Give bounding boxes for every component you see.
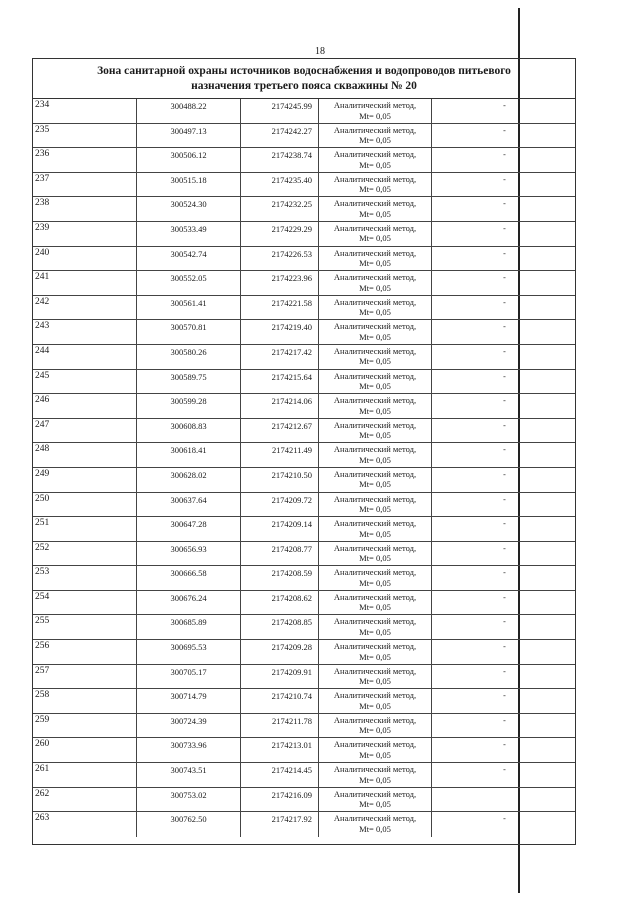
method-cell: [319, 419, 432, 443]
coordinate-x: 300656.93: [137, 542, 241, 566]
accuracy-text: Mt= 0,05: [359, 405, 391, 416]
coordinate-y: 2174229.29: [241, 222, 319, 246]
method-cell: [319, 247, 432, 271]
method-text: Аналитический метод,: [333, 518, 417, 529]
coordinate-x: 300666.58: [137, 566, 241, 590]
point-number: 243: [33, 320, 137, 344]
table-row: [33, 566, 575, 591]
note-cell: -: [503, 396, 506, 406]
coordinate-x: 300685.89: [137, 615, 241, 639]
table-row: [33, 320, 575, 345]
coordinate-x: 300524.30: [137, 197, 241, 221]
coordinate-y: 2174209.91: [241, 665, 319, 689]
table-row: [33, 296, 575, 321]
coordinate-y: 2174210.50: [241, 468, 319, 492]
coordinate-y: 2174217.92: [241, 812, 319, 837]
table-row: [33, 738, 575, 763]
page-number: 18: [315, 46, 325, 57]
method-cell: [319, 738, 432, 762]
note-cell: -: [503, 814, 506, 824]
table-row: [33, 247, 575, 272]
note-cell: -: [503, 642, 506, 652]
accuracy-text: Mt= 0,05: [359, 184, 391, 195]
coordinate-y: 2174211.78: [241, 714, 319, 738]
point-number: 251: [33, 517, 137, 541]
table-title-line-2: назначения третьего пояса скважины № 20: [191, 79, 417, 92]
point-number: 250: [33, 493, 137, 517]
method-cell: [319, 468, 432, 492]
coordinate-y: 2174216.09: [241, 788, 319, 812]
method-text: Аналитический метод,: [333, 419, 417, 430]
coordinate-y: 2174208.85: [241, 615, 319, 639]
coordinate-x: 300589.75: [137, 370, 241, 394]
table-row: [33, 370, 575, 395]
table-row: [33, 812, 575, 837]
method-text: Аналитический метод,: [333, 591, 417, 602]
method-text: Аналитический метод,: [333, 173, 417, 184]
note-cell: -: [503, 297, 506, 307]
note-cell: [432, 788, 577, 812]
method-text: Аналитический метод,: [333, 345, 417, 356]
point-number: 255: [33, 615, 137, 639]
method-text: Аналитический метод,: [333, 444, 417, 455]
method-text: Аналитический метод,: [333, 665, 417, 676]
point-number: 247: [33, 419, 137, 443]
table-row: [33, 419, 575, 444]
method-cell: [319, 640, 432, 664]
method-text: Аналитический метод,: [333, 370, 417, 381]
note-cell: -: [503, 273, 506, 283]
coordinate-x: 300506.12: [137, 148, 241, 172]
method-text: Аналитический метод,: [333, 788, 417, 799]
coordinate-y: 2174226.53: [241, 247, 319, 271]
coordinate-y: 2174209.28: [241, 640, 319, 664]
point-number: 261: [33, 763, 137, 787]
coordinate-x: 300608.83: [137, 419, 241, 443]
coordinate-x: 300762.50: [137, 812, 241, 837]
method-cell: [319, 443, 432, 467]
table-row: [33, 394, 575, 419]
method-cell: [319, 222, 432, 246]
method-cell: [319, 173, 432, 197]
table-row: [33, 124, 575, 149]
table-row: [33, 468, 575, 493]
note-cell: -: [503, 346, 506, 356]
table-row: [33, 99, 575, 124]
method-text: Аналитический метод,: [333, 395, 417, 406]
note-cell: -: [503, 174, 506, 184]
method-cell: [319, 99, 432, 123]
method-text: Аналитический метод,: [333, 616, 417, 627]
accuracy-text: Mt= 0,05: [359, 749, 391, 760]
method-text: Аналитический метод,: [333, 296, 417, 307]
coordinate-x: 300714.79: [137, 689, 241, 713]
coordinate-y: 2174214.06: [241, 394, 319, 418]
point-number: 239: [33, 222, 137, 246]
coordinate-x: 300515.18: [137, 173, 241, 197]
coordinate-y: 2174217.42: [241, 345, 319, 369]
method-cell: [319, 296, 432, 320]
method-cell: [319, 689, 432, 713]
point-number: 234: [33, 99, 137, 123]
coordinate-x: 300552.05: [137, 271, 241, 295]
method-cell: [319, 714, 432, 738]
point-number: 256: [33, 640, 137, 664]
note-cell: -: [503, 568, 506, 578]
coordinate-y: 2174208.62: [241, 591, 319, 615]
method-text: Аналитический метод,: [333, 714, 417, 725]
accuracy-text: Mt= 0,05: [359, 799, 391, 810]
method-text: Аналитический метод,: [333, 739, 417, 750]
coordinate-y: 2174214.45: [241, 763, 319, 787]
note-cell: -: [503, 248, 506, 258]
coordinate-y: 2174223.96: [241, 271, 319, 295]
accuracy-text: Mt= 0,05: [359, 430, 391, 441]
table-row: [33, 542, 575, 567]
coordinate-x: 300743.51: [137, 763, 241, 787]
coordinate-x: 300695.53: [137, 640, 241, 664]
point-number: 245: [33, 370, 137, 394]
method-text: Аналитический метод,: [333, 567, 417, 578]
method-text: Аналитический метод,: [333, 149, 417, 160]
accuracy-text: Mt= 0,05: [359, 258, 391, 269]
accuracy-text: Mt= 0,05: [359, 282, 391, 293]
note-cell: -: [503, 691, 506, 701]
coordinate-y: 2174211.49: [241, 443, 319, 467]
method-cell: [319, 345, 432, 369]
note-cell: -: [503, 592, 506, 602]
method-text: Аналитический метод,: [333, 198, 417, 209]
note-cell: -: [503, 765, 506, 775]
table-row: [33, 493, 575, 518]
coordinate-x: 300570.81: [137, 320, 241, 344]
table-row: [33, 173, 575, 198]
method-text: Аналитический метод,: [333, 321, 417, 332]
method-text: Аналитический метод,: [333, 764, 417, 775]
table-row: [33, 591, 575, 616]
coordinate-y: 2174232.25: [241, 197, 319, 221]
coordinate-x: 300542.74: [137, 247, 241, 271]
point-number: 254: [33, 591, 137, 615]
method-cell: [319, 763, 432, 787]
note-cell: -: [503, 666, 506, 676]
note-cell: -: [503, 150, 506, 160]
accuracy-text: Mt= 0,05: [359, 725, 391, 736]
point-number: 263: [33, 812, 137, 837]
accuracy-text: Mt= 0,05: [359, 700, 391, 711]
method-text: Аналитический метод,: [333, 468, 417, 479]
accuracy-text: Mt= 0,05: [359, 823, 391, 834]
coordinate-y: 2174215.64: [241, 370, 319, 394]
coordinate-x: 300724.39: [137, 714, 241, 738]
table-row: [33, 197, 575, 222]
point-number: 258: [33, 689, 137, 713]
accuracy-text: Mt= 0,05: [359, 307, 391, 318]
method-text: Аналитический метод,: [333, 542, 417, 553]
method-cell: [319, 788, 432, 812]
method-cell: [319, 566, 432, 590]
note-cell: -: [503, 101, 506, 110]
accuracy-text: Mt= 0,05: [359, 479, 391, 490]
coordinate-y: 2174212.67: [241, 419, 319, 443]
method-cell: [319, 148, 432, 172]
accuracy-text: Mt= 0,05: [359, 135, 391, 146]
point-number: 238: [33, 197, 137, 221]
point-number: 260: [33, 738, 137, 762]
point-number: 242: [33, 296, 137, 320]
table-row: [33, 640, 575, 665]
method-text: Аналитический метод,: [333, 641, 417, 652]
point-number: 244: [33, 345, 137, 369]
method-cell: [319, 124, 432, 148]
method-cell: [319, 394, 432, 418]
accuracy-text: Mt= 0,05: [359, 553, 391, 564]
method-text: Аналитический метод,: [333, 813, 417, 824]
method-text: Аналитический метод,: [333, 247, 417, 258]
note-cell: -: [503, 420, 506, 430]
accuracy-text: Mt= 0,05: [359, 331, 391, 342]
table-row: [33, 443, 575, 468]
coordinate-x: 300497.13: [137, 124, 241, 148]
coordinate-y: 2174238.74: [241, 148, 319, 172]
coordinate-y: 2174209.72: [241, 493, 319, 517]
note-cell: -: [503, 519, 506, 529]
coordinate-x: 300676.24: [137, 591, 241, 615]
coordinate-x: 300599.28: [137, 394, 241, 418]
table-row: [33, 222, 575, 247]
table-row: [33, 615, 575, 640]
coordinate-x: 300753.02: [137, 788, 241, 812]
method-text: Аналитический метод,: [333, 272, 417, 283]
accuracy-text: Mt= 0,05: [359, 504, 391, 514]
point-number: 237: [33, 173, 137, 197]
method-text: Аналитический метод,: [333, 100, 417, 110]
point-number: 252: [33, 542, 137, 566]
coordinate-y: 2174209.14: [241, 517, 319, 541]
note-cell: -: [503, 125, 506, 135]
method-cell: [319, 370, 432, 394]
accuracy-text: Mt= 0,05: [359, 381, 391, 392]
point-number: 259: [33, 714, 137, 738]
table-row: [33, 345, 575, 370]
method-text: Аналитический метод,: [333, 690, 417, 701]
method-cell: [319, 542, 432, 566]
note-cell: -: [503, 199, 506, 209]
point-number: 249: [33, 468, 137, 492]
accuracy-text: Mt= 0,05: [359, 602, 391, 613]
coordinate-y: 2174208.59: [241, 566, 319, 590]
accuracy-text: Mt= 0,05: [359, 651, 391, 662]
table-row: [33, 763, 575, 788]
coordinate-y: 2174221.58: [241, 296, 319, 320]
table-row: [33, 271, 575, 296]
coordinate-x: 300488.22: [137, 99, 241, 123]
accuracy-text: Mt= 0,05: [359, 208, 391, 219]
table-row: [33, 665, 575, 690]
coordinate-y: 2174219.40: [241, 320, 319, 344]
accuracy-text: Mt= 0,05: [359, 110, 391, 121]
coordinate-x: 300628.02: [137, 468, 241, 492]
coordinate-x: 300733.96: [137, 738, 241, 762]
table-body: [33, 99, 575, 837]
table-row: [33, 714, 575, 739]
point-number: 235: [33, 124, 137, 148]
coordinate-x: 300705.17: [137, 665, 241, 689]
table-title-line-1: Зона санитарной охраны источников водоснабжения и водопроводов питьевого: [97, 64, 511, 77]
method-cell: [319, 197, 432, 221]
accuracy-text: Mt= 0,05: [359, 356, 391, 367]
method-text: Аналитический метод,: [333, 222, 417, 233]
note-cell: -: [503, 445, 506, 455]
note-cell: -: [503, 322, 506, 332]
note-cell: -: [503, 543, 506, 553]
coordinate-x: 300561.41: [137, 296, 241, 320]
coordinate-x: 300637.64: [137, 493, 241, 517]
method-cell: [319, 517, 432, 541]
method-text: Аналитический метод,: [333, 493, 417, 504]
note-cell: -: [503, 494, 506, 504]
point-number: 257: [33, 665, 137, 689]
method-cell: [319, 320, 432, 344]
accuracy-text: Mt= 0,05: [359, 454, 391, 465]
note-cell: -: [503, 617, 506, 627]
note-cell: -: [503, 371, 506, 381]
accuracy-text: Mt= 0,05: [359, 626, 391, 637]
table-row: [33, 517, 575, 542]
point-number: 236: [33, 148, 137, 172]
note-cell: -: [503, 740, 506, 750]
table-row: [33, 148, 575, 173]
point-number: 248: [33, 443, 137, 467]
method-cell: [319, 665, 432, 689]
coordinate-y: 2174235.40: [241, 173, 319, 197]
coordinate-y: 2174208.77: [241, 542, 319, 566]
coordinate-y: 2174210.74: [241, 689, 319, 713]
point-number: 246: [33, 394, 137, 418]
accuracy-text: Mt= 0,05: [359, 159, 391, 170]
accuracy-text: Mt= 0,05: [359, 233, 391, 244]
point-number: 241: [33, 271, 137, 295]
coordinates-table: [32, 58, 576, 845]
point-number: 240: [33, 247, 137, 271]
note-cell: -: [503, 469, 506, 479]
table-row: [33, 788, 575, 813]
accuracy-text: Mt= 0,05: [359, 774, 391, 785]
method-cell: [319, 615, 432, 639]
coordinate-x: 300618.41: [137, 443, 241, 467]
coordinate-x: 300647.28: [137, 517, 241, 541]
method-cell: [319, 812, 432, 837]
note-cell: -: [503, 715, 506, 725]
accuracy-text: Mt= 0,05: [359, 676, 391, 687]
coordinate-x: 300580.26: [137, 345, 241, 369]
point-number: 253: [33, 566, 137, 590]
accuracy-text: Mt= 0,05: [359, 528, 391, 539]
coordinate-y: 2174245.99: [241, 99, 319, 123]
coordinate-y: 2174213.01: [241, 738, 319, 762]
coordinate-x: 300533.49: [137, 222, 241, 246]
method-cell: [319, 271, 432, 295]
table-row: [33, 689, 575, 714]
table-title: [33, 59, 575, 99]
accuracy-text: Mt= 0,05: [359, 577, 391, 588]
method-cell: [319, 591, 432, 615]
method-cell: [319, 493, 432, 517]
coordinate-y: 2174242.27: [241, 124, 319, 148]
method-text: Аналитический метод,: [333, 124, 417, 135]
note-cell: -: [503, 223, 506, 233]
point-number: 262: [33, 788, 137, 812]
